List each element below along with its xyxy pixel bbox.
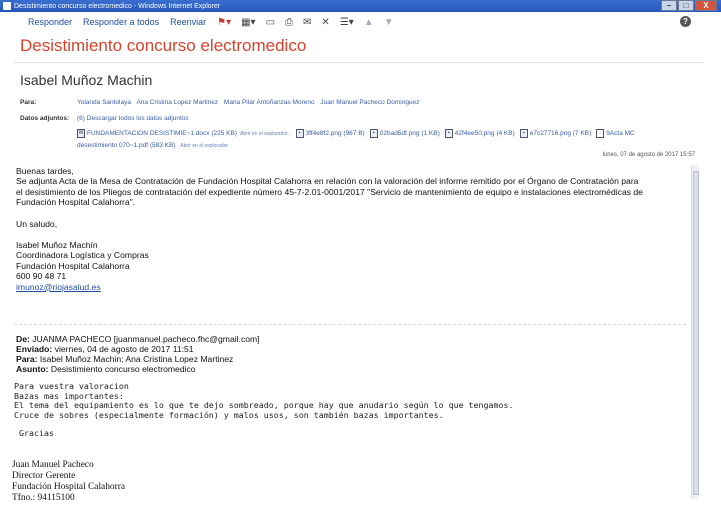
forwarded-signature [12, 460, 125, 504]
window-titlebar [0, 0, 721, 12]
pdf-file-icon [596, 129, 604, 138]
forwarded-to-label: Para: [16, 354, 38, 364]
sent-label: Enviado: [16, 344, 53, 354]
forward-button[interactable]: Reenviar [170, 17, 207, 27]
forwarded-from: JUANMA PACHECO [juanmanuel.pacheco.fhc@gmail.com] [32, 334, 260, 344]
attachment-name[interactable]: 02bad5df.png [379, 130, 420, 137]
to-label: Para: [20, 99, 37, 106]
minimize-button[interactable]: – [661, 0, 677, 11]
signature-phone: 600 90 48 71 [16, 271, 67, 282]
message-date: lunes, 07 de agosto de 2017 15:57 [602, 152, 695, 158]
mail-toolbar [0, 12, 721, 32]
close-window-button[interactable]: X [695, 0, 717, 11]
ie-app-icon [3, 2, 11, 10]
attachments-header [77, 115, 189, 122]
message-subject: Desistimiento concurso electromedico [20, 36, 307, 55]
word-file-icon: W [78, 130, 84, 136]
attachment-item[interactable] [445, 129, 515, 138]
closing: Un saludo, [16, 218, 58, 229]
recipients-list [77, 99, 423, 106]
window-title: Desistimiento concurso electromedico - Windows Internet Explorer [14, 2, 221, 10]
print-icon[interactable]: ⎙ [285, 16, 294, 28]
attachments-row-cont [77, 142, 228, 149]
attachment-item[interactable] [370, 129, 440, 138]
greeting: Buenas tardes, [16, 166, 74, 176]
flag-icon[interactable]: ⚑▾ [217, 16, 232, 28]
body-line: Se adjunta Acta de la Mesa de Contratación de Fundación Hospital Calahorra en relación con la valoración del informe remitido por el Órgano de Contratación para [16, 176, 639, 187]
message-sender: Isabel Muñoz Machin [20, 72, 153, 88]
scrollbar-thumb[interactable] [693, 171, 699, 495]
attachment-item[interactable] [77, 129, 291, 138]
subject-label: Asunto: [16, 364, 49, 374]
forwarded-sig-title: Director Gerente [12, 471, 76, 481]
delete-icon[interactable]: ✕ [321, 16, 330, 28]
note-line: El tema del equipamiento es lo que te dejo sombreado, porque hay que anudario según lo que tengamos. [14, 400, 514, 411]
note-line: Bazas mas importantes: [14, 390, 124, 401]
signature-name: Isabel Muñoz Machín [16, 240, 98, 251]
attachments-row [77, 129, 640, 138]
image-file-icon: ▪ [445, 129, 453, 138]
open-in-browser-link[interactable]: Abrir en el explorador [180, 143, 229, 149]
signature-email-link[interactable]: imunoz@riojasalud.es [16, 281, 101, 292]
attachment-name[interactable]: 42f4ee50.png [454, 130, 495, 137]
message-scrollbar[interactable] [691, 165, 699, 499]
recipient[interactable]: Yolanda Santolaya [77, 99, 131, 106]
attachment-name[interactable]: FUNDAMENTACION DESISTIMIE~1.docx [87, 130, 210, 137]
move-folder-icon[interactable]: ▭ [265, 16, 276, 28]
more-actions-icon[interactable]: ☰▾ [339, 16, 354, 28]
attachment-size: (7 KB) [572, 130, 592, 137]
signature-title: Coordinadora Logística y Compras [16, 250, 149, 261]
forwarded-sig-phone: Tfno.: 94115100 [12, 493, 75, 503]
window-controls [661, 0, 717, 12]
down-arrow-icon[interactable]: ▼ [383, 16, 394, 28]
attachment-size: (583 KB) [149, 142, 176, 149]
up-arrow-icon[interactable]: ▲ [363, 16, 374, 28]
forwarded-header [16, 334, 686, 374]
attachment-item[interactable] [596, 129, 635, 138]
reply-button[interactable]: Responder [28, 17, 73, 27]
junk-icon[interactable]: ✉ [303, 16, 312, 28]
body-line: Fundación Hospital Calahorra". [16, 197, 136, 208]
image-file-icon: ▪ [296, 129, 304, 138]
forwarded-sig-name: Juan Manuel Pacheco [12, 460, 94, 470]
maximize-button[interactable]: □ [678, 0, 694, 11]
note-line: Cruce de sobres (especialmente formación) y malos usos, son también bazas importantes. [14, 409, 444, 420]
reply-all-button[interactable]: Responder a todos [83, 17, 160, 27]
attachment-item[interactable] [520, 129, 591, 138]
from-label: De: [16, 334, 30, 344]
recipient[interactable]: Maria Pilar Antoñanzas Moreno [223, 99, 315, 106]
forwarded-to: Isabel Muñoz Machin; Ana Cristina Lopez Martinez [39, 354, 234, 364]
attachment-size: (4 KB) [496, 130, 515, 137]
attachments-label: Datos adjuntos: [20, 115, 70, 122]
download-all-link[interactable]: Descargar todos los datos adjuntos [86, 115, 189, 122]
message-body [16, 166, 686, 292]
open-in-browser-link[interactable]: Abrir en el explorador ; [239, 130, 291, 137]
signature-org: Fundación Hospital Calahorra [16, 260, 130, 271]
attachment-size: (967 B) [343, 130, 365, 137]
image-file-icon: ▪ [370, 129, 378, 138]
image-file-icon: ▪ [520, 129, 528, 138]
attachment-size: (225 KB) [211, 130, 237, 137]
recipient[interactable]: Ana Cristina Lopez Martinez [136, 99, 219, 106]
attachment-name[interactable]: 3ff4e8f2.png [305, 130, 342, 137]
attachment-size: (1 KB) [421, 130, 440, 137]
forwarded-sent: viernes, 04 de agosto de 2017 11:51 [54, 344, 194, 354]
forwarded-subject: Desistimiento concurso electromedico [50, 364, 196, 374]
attachments-count: (6) [77, 115, 85, 122]
forwarded-sig-org: Fundación Hospital Calahorra [12, 482, 125, 492]
categories-icon[interactable]: ▦▾ [241, 16, 256, 28]
forwarded-message [14, 382, 684, 439]
note-line: Para vuestra valoracion [14, 381, 129, 391]
attachment-item[interactable] [296, 129, 365, 138]
help-icon[interactable]: ? [680, 16, 691, 27]
header-divider [14, 62, 704, 63]
attachment-name[interactable]: 9Acta MC [606, 130, 635, 137]
recipient[interactable]: Juan Manuel Pacheco Dominguez [320, 99, 420, 106]
attachment-name[interactable]: e7c27716.png [529, 130, 571, 137]
quote-divider [14, 324, 686, 325]
attachment-name-cont[interactable]: desestimiento 070~1.pdf [77, 142, 149, 149]
thanks-line: Gracias [14, 428, 54, 439]
body-line: el desistimiento de los Pliegos de contratación del expediente número 45-7-2.01-0001/2017 "Servicio de mantenimiento de equipo e instalaciones electromédicas de [16, 186, 643, 197]
